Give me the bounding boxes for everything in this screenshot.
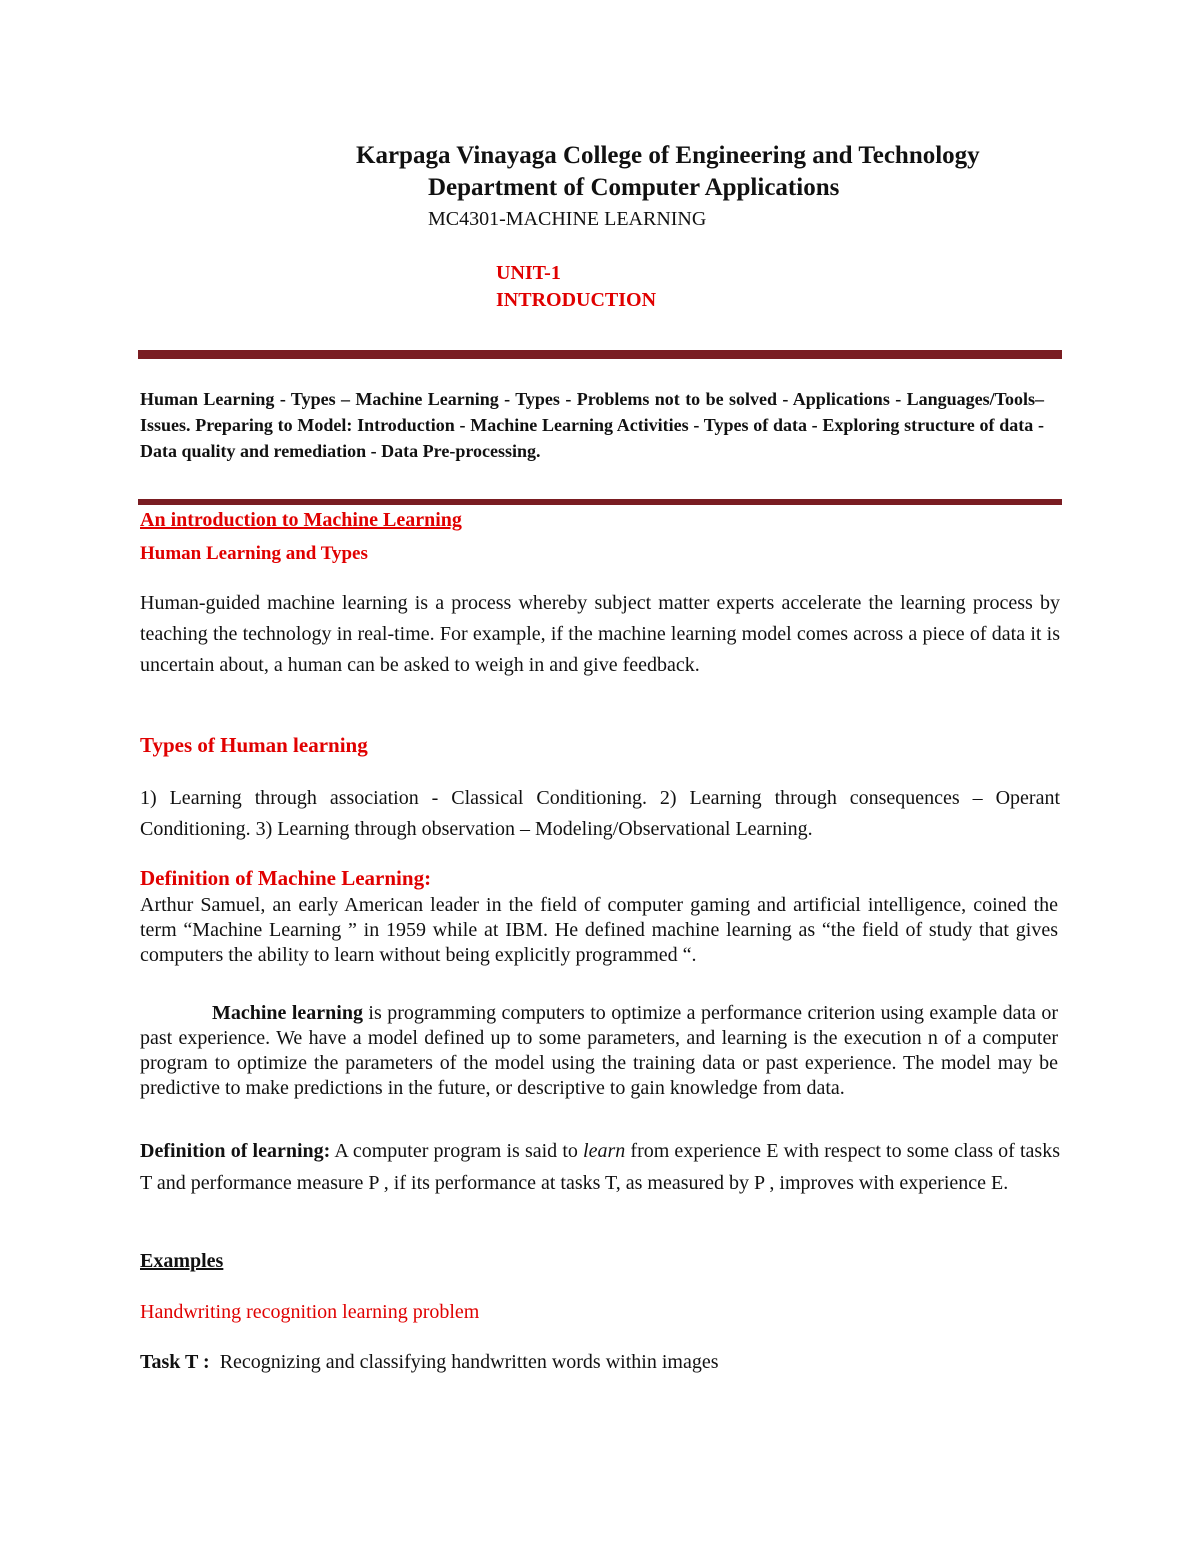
definition-learning-paragraph [140, 1135, 1060, 1199]
heading-definition-ml: Definition of Machine Learning: [140, 866, 432, 890]
ml-explanation-text: is programming computers to optimize a performance criterion using example data or past experience. We have a model defined up to some parameters, and learning is the execution n of a computer program to optimize the parameters of the model using the training data or past experience. The model may be predictive to make predictions in the future, or descriptive to gain knowledge from data. [140, 1002, 1058, 1099]
unit-title: INTRODUCTION [496, 289, 657, 311]
example-problem-title: Handwriting recognition learning problem [140, 1301, 480, 1323]
section-heading-intro: An introduction to Machine Learning [140, 509, 462, 531]
types-human-learning-text: 1) Learning through association - Classical Conditioning. 2) Learning through consequences – Operant Conditioning. 3) Learning through observation – Modeling/Observational Learning. [140, 787, 1060, 840]
course-title: MC4301-MACHINE LEARNING [428, 208, 707, 230]
department-title: Department of Computer Applications [428, 174, 840, 201]
definition-learning-text-b: from experience E with respect to some class of tasks T and performance measure P , if its performance at tasks T, as measured by P , improves with experience E. [140, 1140, 1060, 1194]
task-label: Task T : [140, 1351, 210, 1373]
definition-learning-term: Definition of learning: [140, 1140, 331, 1162]
examples-heading: Examples [140, 1250, 224, 1272]
task-line [140, 1351, 718, 1374]
subheading-human-learning: Human Learning and Types [140, 543, 368, 564]
divider-bottom [138, 499, 1062, 505]
definition-learning-italic: learn [583, 1140, 626, 1162]
definition-ml-paragraph: Arthur Samuel, an early American leader in the field of computer gaming and artificial intelligence, coined the term “Machine Learning ” in 1959 while at IBM. He defined machine learning as “the field of study that gives computers the ability to learn without being explicitly programmed “. [140, 894, 1058, 966]
ml-explanation-paragraph [140, 1001, 1058, 1101]
syllabus-topics: Human Learning - Types – Machine Learning - Types - Problems not to be solved - Applications - Languages/Tools– Issues. Preparing to Model: Introduction - Machine Learning Activities - Types of data - Exploring structure of data - Data quality and remediation - Data Pre-processing. [140, 389, 1044, 461]
college-title: Karpaga Vinayaga College of Engineering and Technology [356, 142, 980, 169]
divider-top [138, 350, 1062, 359]
definition-learning-text-a: A computer program is said to [330, 1140, 584, 1162]
unit-label: UNIT-1 [496, 262, 561, 284]
ml-term: Machine learning [212, 1002, 363, 1024]
intro-paragraph: Human-guided machine learning is a process whereby subject matter experts accelerate the learning process by teaching the technology in real-time. For example, if the machine learning model comes across a piece of data it is uncertain about, a human can be asked to weigh in and give feedback. [140, 592, 1060, 676]
task-text: Recognizing and classifying handwritten words within images [209, 1351, 719, 1373]
heading-types-human-learning: Types of Human learning [140, 733, 368, 757]
